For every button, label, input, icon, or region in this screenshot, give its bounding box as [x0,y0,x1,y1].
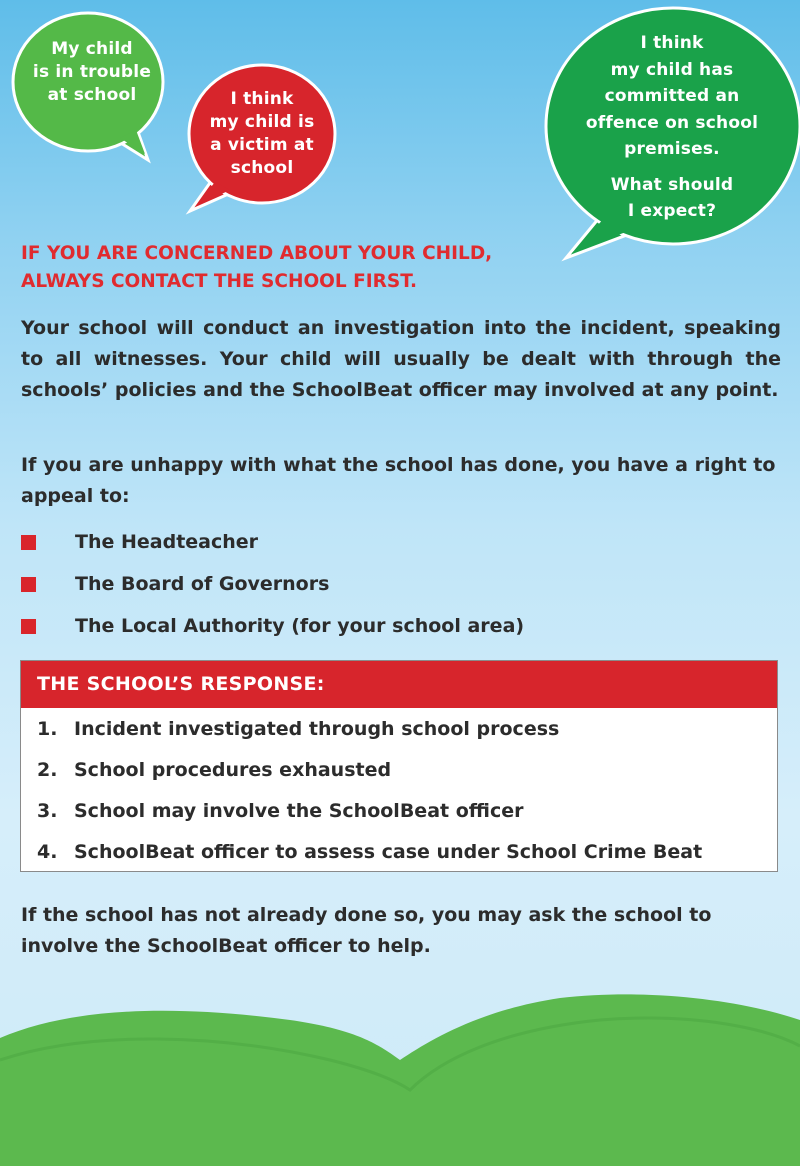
headline: IF YOU ARE CONCERNED ABOUT YOUR CHILD, ALWAYS CONTACT THE SCHOOL FIRST. [21,243,493,292]
response-steps [21,708,777,872]
closing-paragraph: If the school has not already done so, you may ask the school to involve the SchoolBeat officer to help. [21,904,712,957]
investigation-paragraph: Your school will conduct an investigation into the incident, speaking to all witnesses. Your child will usually be dealt with through the schools’ policies and the SchoolBeat officer may involved at any point. [21,317,781,401]
school-response-box [20,660,778,872]
list-item: 1. Incident investigated through school process [37,717,560,740]
bubble-text-victim: I think my child is a victim at school [209,89,315,178]
list-item: The Local Authority (for your school area) [21,605,721,647]
appeal-intro-paragraph: If you are unhappy with what the school has done, you have a right to appeal to: [21,454,776,507]
list-item: The Headteacher [21,521,721,563]
response-title: THE SCHOOL’S RESPONSE: [21,661,777,708]
bubble-question: What should [610,174,734,195]
green-hills [0,990,800,1166]
bullet-square-icon [21,535,36,550]
list-item: 2. School procedures exhausted [37,758,392,781]
bubble-text-offence: I think my child has committed an offence on school premises. What should I expect? [557,30,787,225]
bullet-square-icon [21,619,36,634]
appeal-list [21,521,721,647]
bubble-text-in-trouble: My child is in trouble at school [32,39,152,105]
list-item: The Board of Governors [21,563,721,605]
list-item: 3. School may involve the SchoolBeat officer [37,799,524,822]
list-item: 4. SchoolBeat officer to assess case under School Crime Beat [37,840,703,863]
bullet-square-icon [21,577,36,592]
